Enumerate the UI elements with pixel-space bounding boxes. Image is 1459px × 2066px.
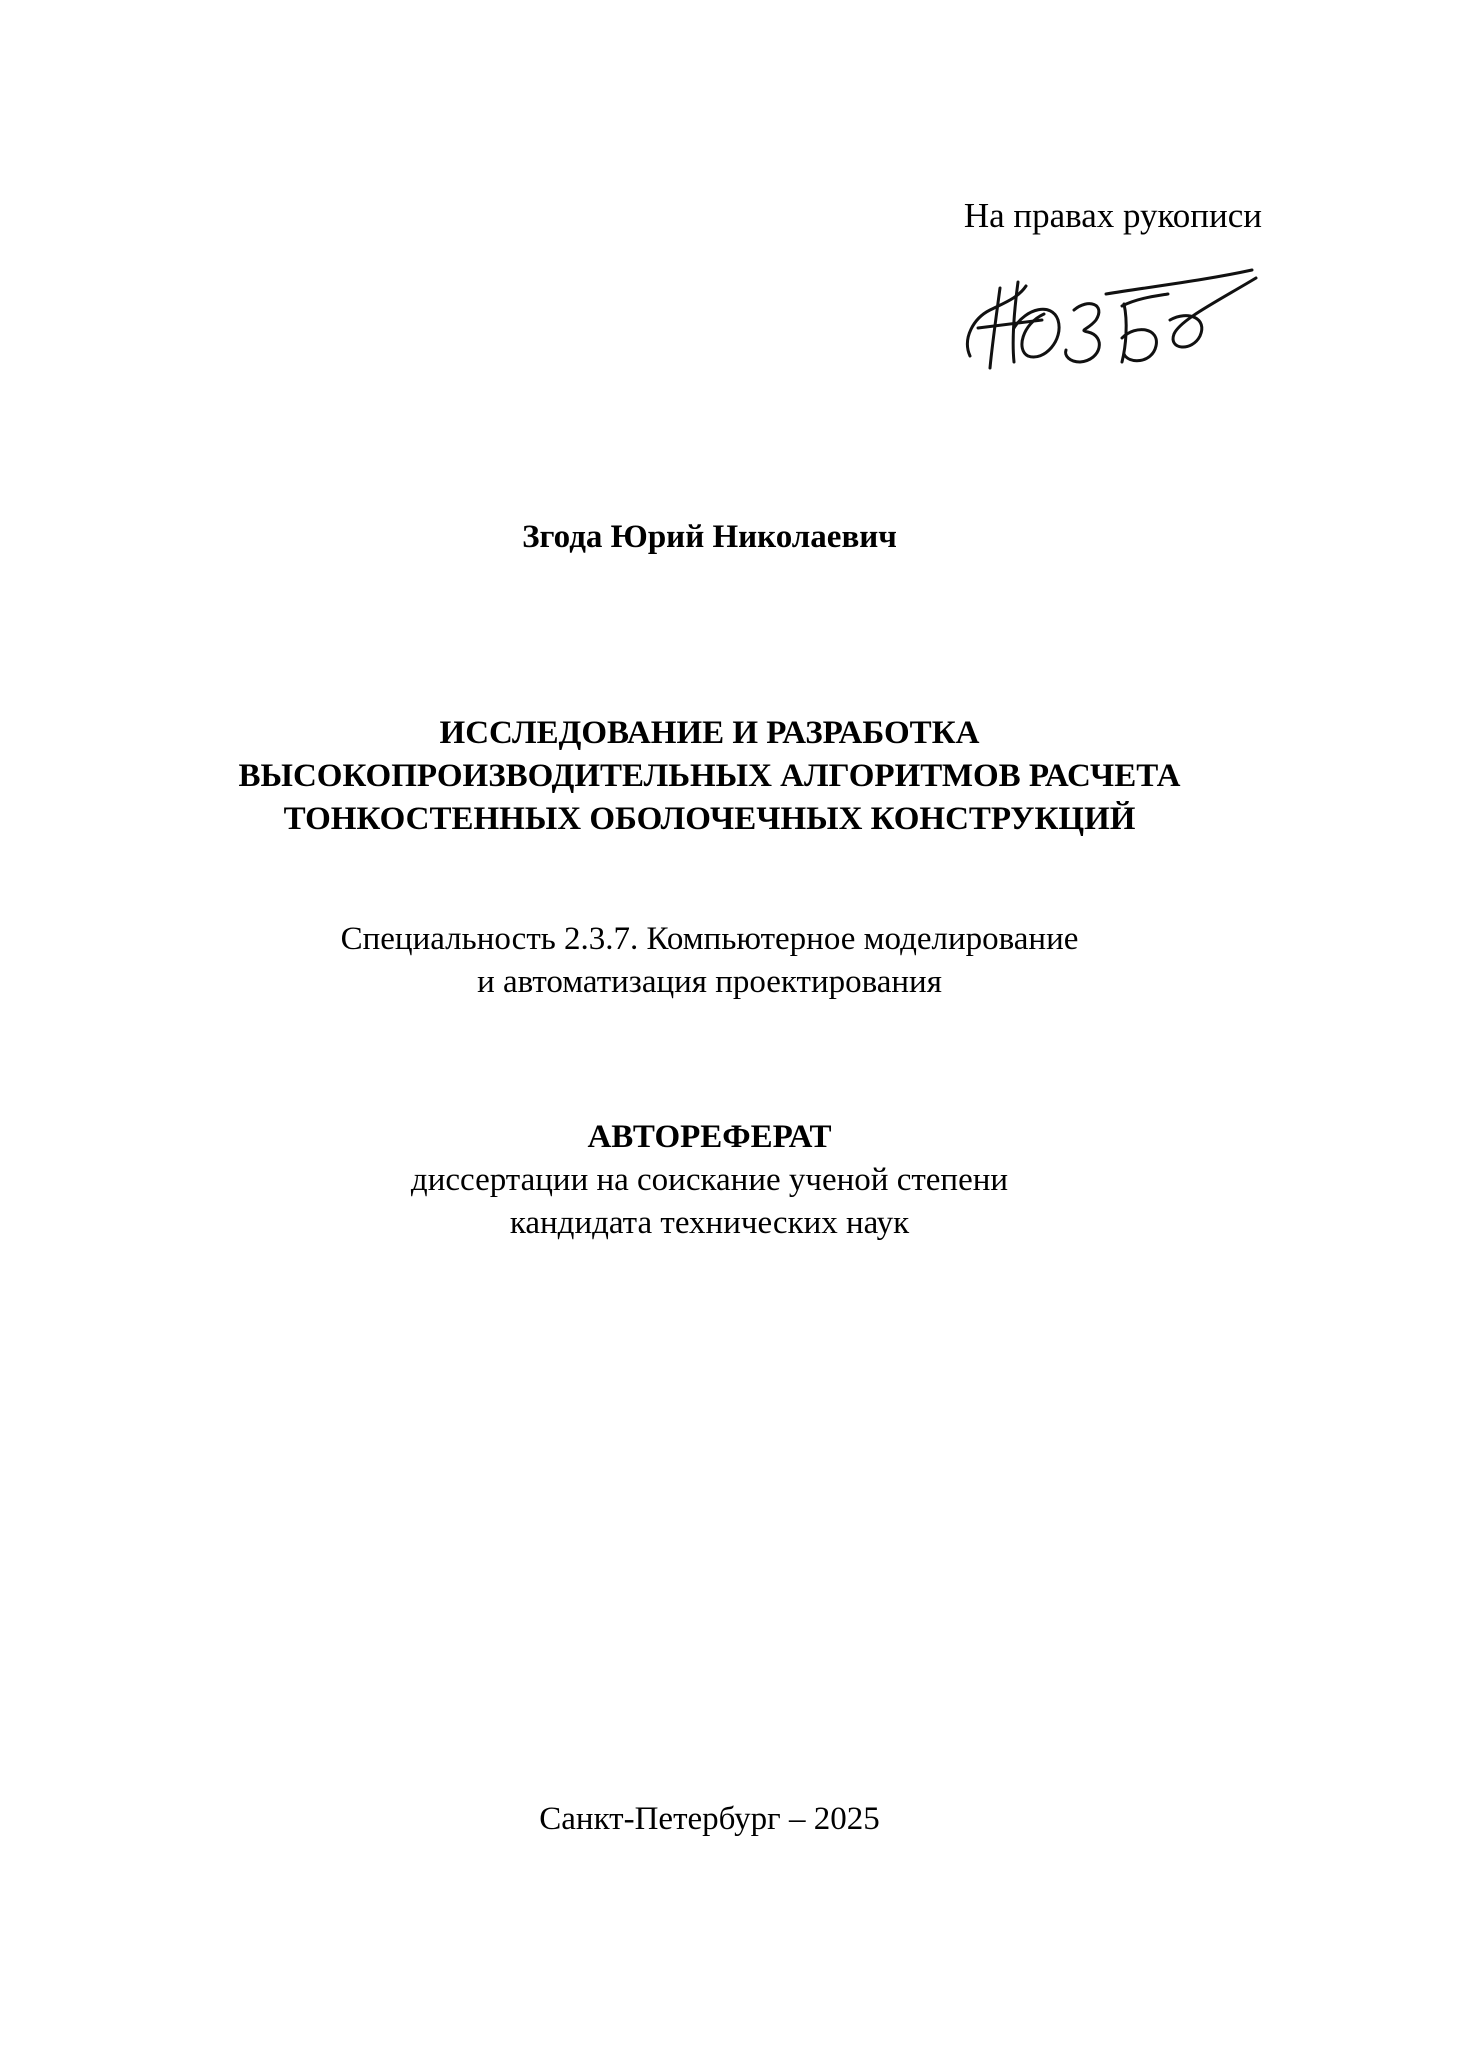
dissertation-title: [0, 712, 1419, 841]
specialty-line: и автоматизация проектирования: [477, 964, 942, 1000]
author-name: Згода Юрий Николаевич: [522, 519, 897, 555]
specialty: [0, 918, 1419, 1004]
abstract-heading: АВТОРЕФЕРАТ: [587, 1119, 832, 1155]
abstract-description: [0, 1159, 1419, 1245]
title-line: ТОНКОСТЕННЫХ ОБОЛОЧЕЧНЫХ КОНСТРУКЦИЙ: [283, 801, 1136, 837]
title-line: ИССЛЕДОВАНИЕ И РАЗРАБОТКА: [439, 715, 980, 751]
abstract-line: кандидата технических наук: [509, 1205, 910, 1241]
abstract-block: [0, 1116, 1419, 1245]
specialty-line: Специальность 2.3.7. Компьютерное моделирование: [340, 921, 1079, 957]
abstract-line: диссертации на соискание ученой степени: [410, 1162, 1009, 1198]
signature-icon: [956, 258, 1268, 386]
place-year: Санкт-Петербург – 2025: [539, 1801, 880, 1837]
title-line: ВЫСОКОПРОИЗВОДИТЕЛЬНЫХ АЛГОРИТМОВ РАСЧЕТА: [238, 758, 1181, 794]
rights-note: На правах рукописи: [963, 196, 1262, 235]
